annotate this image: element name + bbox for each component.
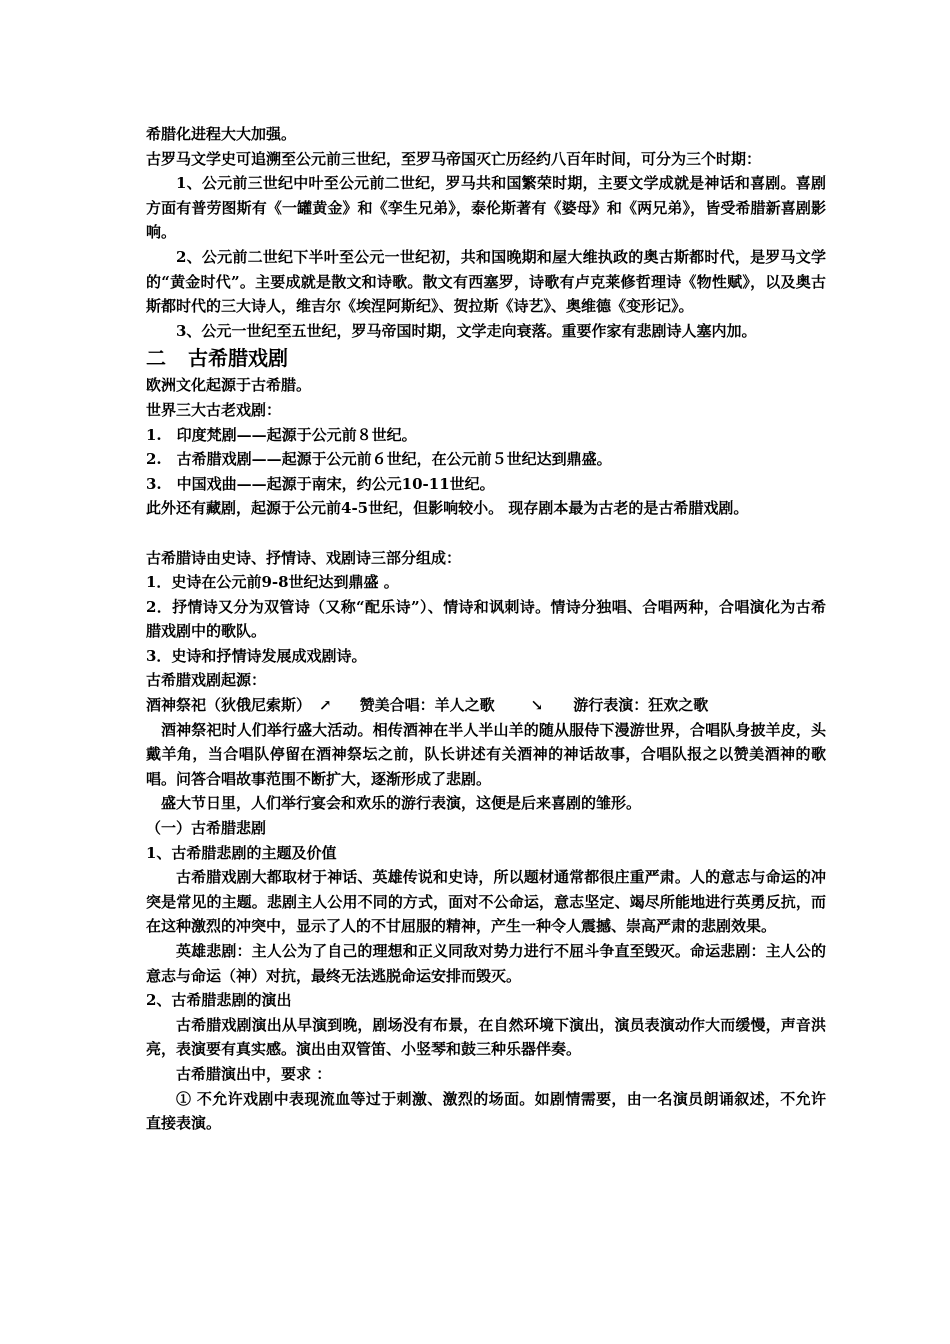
list-item-chinese-opera: 3. 中国戏曲——起源于南宋，约公元10-11世纪。 [146,474,495,493]
paragraph-requirement-1: ① 不允许戏剧中表现流血等过于刺激、激烈的场面。如剧情需要，由一名演员朗诵叙述，不允许直接表演。 [146,1089,826,1133]
list-item-dramatic-poetry: 3．史诗和抒情诗发展成戏剧诗。 [146,646,367,665]
paragraph-dionysus-festival: 酒神祭祀时人们举行盛大活动。相传酒神在半人半山羊的随从服侍下漫游世界，合唱队身披羊皮，头戴羊角，当合唱队停留在酒神祭坛之前，队长讲述有关酒神的神话故事，合唱队报之以赞美酒神的歌唱。问答合唱故事范围不断扩大，逐渐形成了悲剧。 [146,720,826,788]
paragraph-comedy-origin: 盛大节日里，人们举行宴会和欢乐的游行表演，这便是后来喜剧的雏形。 [161,794,642,813]
origin-flow [146,693,826,718]
list-item-indian-drama: 1. 印度梵剧——起源于公元前８世纪。 [146,425,417,444]
list-item-epic: 1．史诗在公元前9-8世纪达到鼎盛 。 [146,573,399,592]
arrow-up-right-icon: ↗ [319,696,332,715]
paragraph-performance-requirements: 古希腊演出中，要求 ： [176,1064,332,1083]
paragraph-roman-period-3: 3、公元一世纪至五世纪，罗马帝国时期，文学走向衰落。重要作家有悲剧诗人塞内加。 [176,321,757,340]
arrow-down-right-icon: ↘ [530,696,544,715]
paragraph-roman-period-2: 2、公元前二世纪下半叶至公元一世纪初，共和国晚期和屋大维执政的奥古斯都时代，是罗马文学的“黄金时代”。主要成就是散文和诗歌。散文有西塞罗，诗歌有卢克莱修哲理诗《物性赋》，以及奥古斯都时代的三大诗人，维吉尔《埃涅阿斯纪》、贺拉斯《诗艺》、奥维德《变形记》。 [146,247,826,316]
blank-line [146,521,826,546]
paragraph-tibetan-opera-note: 此外还有藏剧，起源于公元前4-5世纪，但影响较小。 现存剧本最为古老的是古希腊戏剧。 [146,499,749,518]
paragraph-poetry-intro: 古希腊诗由史诗、抒情诗、戏剧诗三部分组成： [146,548,462,567]
document-page [146,122,826,1136]
paragraph-roman-period-1: 1、公元前三世纪中叶至公元前二世纪，罗马共和国繁荣时期，主要文学成就是神话和喜剧。喜剧方面有普劳图斯有《一罐黄金》和《孪生兄弟》，泰伦斯著有《婆母》和《两兄弟》，皆受希腊新喜剧影响。 [146,174,826,242]
paragraph-europe-origin: 欧洲文化起源于古希腊。 [146,376,312,395]
subheading-tragedy-performance: 2、古希腊悲剧的演出 [146,991,292,1010]
paragraph-roman-literature-intro: 古罗马文学史可追溯至公元前三世纪，至罗马帝国灭亡历经约八百年时间，可分为三个时期： [146,149,762,168]
paragraph-hellenization: 希腊化进程大大加强。 [146,125,297,143]
list-item-lyric: 2．抒情诗又分为双管诗（又称“配乐诗”）、情诗和讽刺诗。情诗分独唱、合唱两种，合唱演化为古希腊戏剧中的歌队。 [146,597,826,641]
paragraph-tragedy-theme: 古希腊戏剧大都取材于神话、英雄传说和史诗，所以题材通常都很庄重严肃。人的意志与命运的冲突是常见的主题。悲剧主人公用不同的方式，面对不公命运，意志坚定、竭尽所能地进行英勇反抗，而在这种激烈的冲突中，显示了人的不甘屈服的精神，产生一种令人震撼、崇高严肃的悲剧效果。 [146,868,826,936]
flow-satyr-song: 赞美合唱：羊人之歌 [359,696,495,715]
flow-revel-song: 游行表演：狂欢之歌 [573,696,709,715]
heading-greek-tragedy: （一）古希腊悲剧 [146,819,267,838]
list-item-greek-drama: 2. 古希腊戏剧——起源于公元前６世纪，在公元前５世纪达到鼎盛。 [146,450,612,469]
paragraph-tragedy-types: 英雄悲剧：主人公为了自己的理想和正义同敌对势力进行不屈斗争直至毁灭。命运悲剧：主人公的意志与命运（神）对抗，最终无法逃脱命运安排而毁灭。 [146,942,826,985]
flow-dionysus-rite: 酒神祭祀（狄俄尼索斯） [146,696,312,715]
paragraph-three-dramas-title: 世界三大古老戏剧： [146,400,282,419]
section-title: 古希腊戏剧 [188,346,288,371]
paragraph-performance: 古希腊戏剧演出从早演到晚，剧场没有布景，在自然环境下演出，演员表演动作大而缓慢，声音洪亮，表演要有真实感。演出由双管笛、小竖琴和鼓三种乐器伴奏。 [146,1015,826,1059]
section-heading-greek-drama [146,343,826,373]
subheading-tragedy-theme: 1、古希腊悲剧的主题及价值 [146,843,337,862]
paragraph-origin-title: 古希腊戏剧起源： [146,671,267,690]
section-number: 二 [146,346,166,371]
